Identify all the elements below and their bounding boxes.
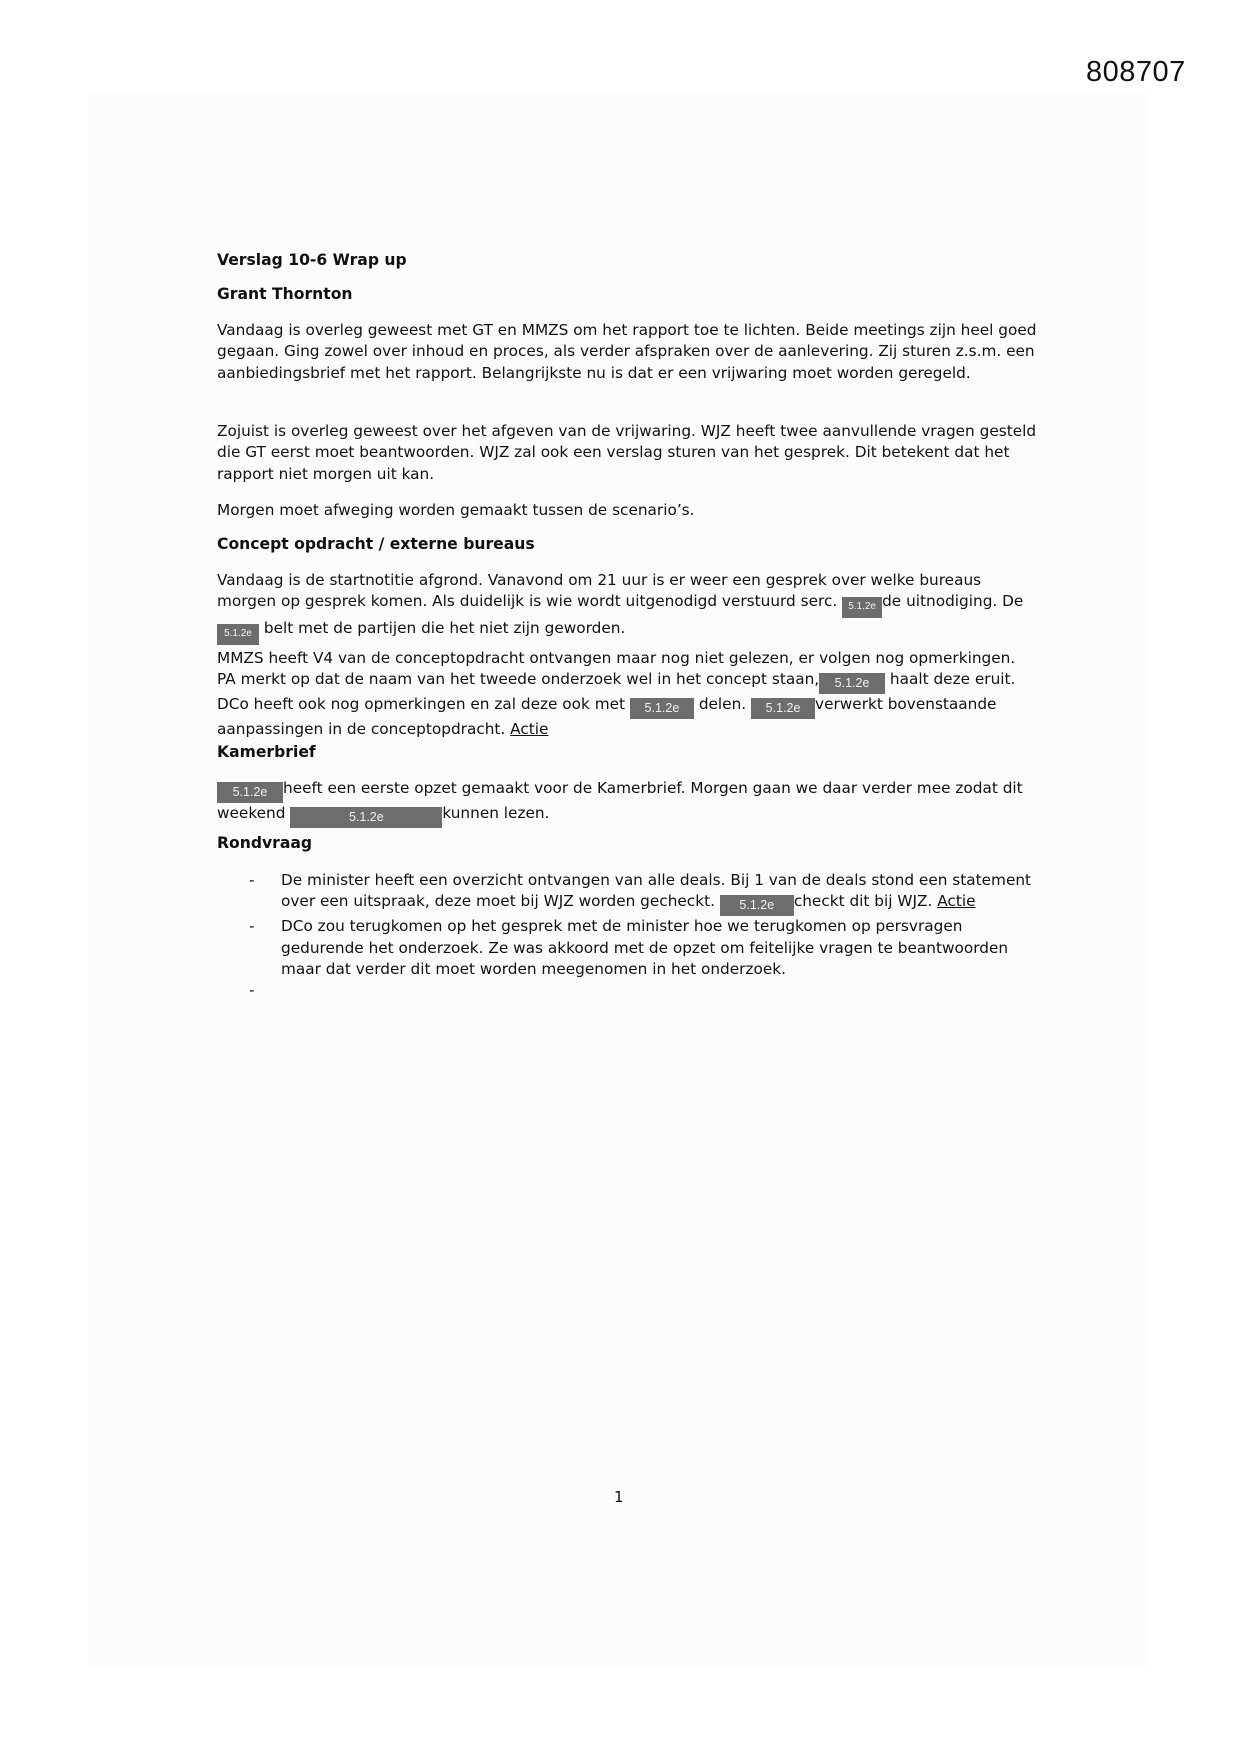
paragraph-gt-1: Vandaag is overleg geweest met GT en MMZS om het rapport toe te lichten. Beide meetings zijn heel goed gegaan. Ging zowel over inhoud en proces, als verder afspraken over de aanlevering. Zij sturen z.s.m. een aanbiedingsbrief met het rapport. Belangrijkste nu is dat er een vrijwaring moet worden geregeld.	[217, 321, 1037, 382]
paragraph-concept-1-text-b: de uitnodiging. De	[882, 592, 1024, 611]
list-item-text-b: checkt dit bij WJZ.	[793, 892, 933, 911]
paragraph-kamerbrief	[217, 778, 1037, 828]
page-number: 1	[614, 1488, 624, 1506]
redaction-box: 5.1.2e	[819, 673, 885, 694]
heading-rondvraag: Rondvraag	[217, 834, 313, 852]
paragraph-concept-2-text-b: haalt deze eruit. DCo heeft ook nog opmerkingen en zal deze ook met	[217, 670, 1016, 714]
list-item	[249, 916, 1039, 980]
list-item	[249, 980, 1039, 1001]
paragraph-kamerbrief-text-a: heeft een eerste opzet gemaakt voor de Kamerbrief. Morgen gaan we daar verder mee zodat dit weekend	[217, 779, 1023, 822]
bullet-dash: -	[249, 981, 255, 1000]
redaction-box: 5.1.2e	[217, 782, 283, 803]
paragraph-concept-2	[217, 648, 1037, 741]
paragraph-kamerbrief-text-b: kunnen lezen.	[442, 804, 550, 822]
paragraph-concept-2-text-d: verwerkt bovenstaande aanpassingen in de conceptopdracht.	[217, 695, 997, 739]
list-item	[249, 870, 1039, 916]
heading-grant-thornton: Grant Thornton	[217, 285, 353, 303]
paragraph-concept-1-text-a: Vandaag is de startnotitie afgrond. Vanavond om 21 uur is er weer een gesprek over welke bureaus morgen op gesprek komen. Als duidelijk is wie wordt uitgenodigd verstuurd serc.	[217, 571, 982, 611]
bullet-dash: -	[249, 871, 255, 889]
action-link[interactable]: Actie	[510, 720, 549, 739]
redaction-box: 5.1.2e	[217, 624, 259, 645]
bullet-dash: -	[249, 917, 255, 936]
redaction-box: 5.1.2e	[720, 895, 794, 916]
rondvraag-list	[249, 870, 1039, 1001]
document-id: 808707	[1086, 56, 1186, 88]
heading-kamerbrief: Kamerbrief	[217, 743, 316, 761]
action-link[interactable]: Actie	[937, 892, 976, 911]
redaction-box: 5.1.2e	[290, 807, 442, 828]
paragraph-concept-1	[217, 570, 1037, 645]
list-item-text-a: DCo zou terugkomen op het gesprek met de minister hoe we terugkomen op persvragen gedurende het onderzoek. Ze was akkoord met de opzet om feitelijke vragen te beantwoorden maar dat verder dit moet worden meegenomen in het onderzoek.	[281, 917, 1009, 978]
paragraph-concept-1-text-c: belt met de partijen die het niet zijn geworden.	[263, 619, 626, 638]
paragraph-concept-2-text-a: MMZS heeft V4 van de conceptopdracht ontvangen maar nog niet gelezen, er volgen nog opmerkingen. PA merkt op dat de naam van het tweede onderzoek wel in het concept staan,	[217, 649, 1016, 689]
document-title: Verslag 10-6 Wrap up	[217, 251, 407, 269]
paragraph-gt-2: Zojuist is overleg geweest over het afgeven van de vrijwaring. WJZ heeft twee aanvullende vragen gesteld die GT eerst moet beantwoorden. WJZ zal ook een verslag sturen van het gesprek. Dit betekent dat het rapport niet morgen uit kan.	[217, 422, 1037, 483]
paragraph-concept-2-text-c: delen.	[698, 695, 747, 714]
list-item-text-a: De minister heeft een overzicht ontvangen van alle deals. Bij 1 van de deals stond een statement over een uitspraak, deze moet bij WJZ worden gecheckt.	[281, 871, 1032, 911]
redaction-box: 5.1.2e	[842, 597, 882, 618]
heading-concept-opdracht: Concept opdracht / externe bureaus	[217, 535, 535, 553]
paragraph-gt-3: Morgen moet afweging worden gemaakt tussen de scenario’s.	[217, 501, 695, 519]
redaction-box: 5.1.2e	[751, 698, 815, 719]
redaction-box: 5.1.2e	[630, 698, 694, 719]
